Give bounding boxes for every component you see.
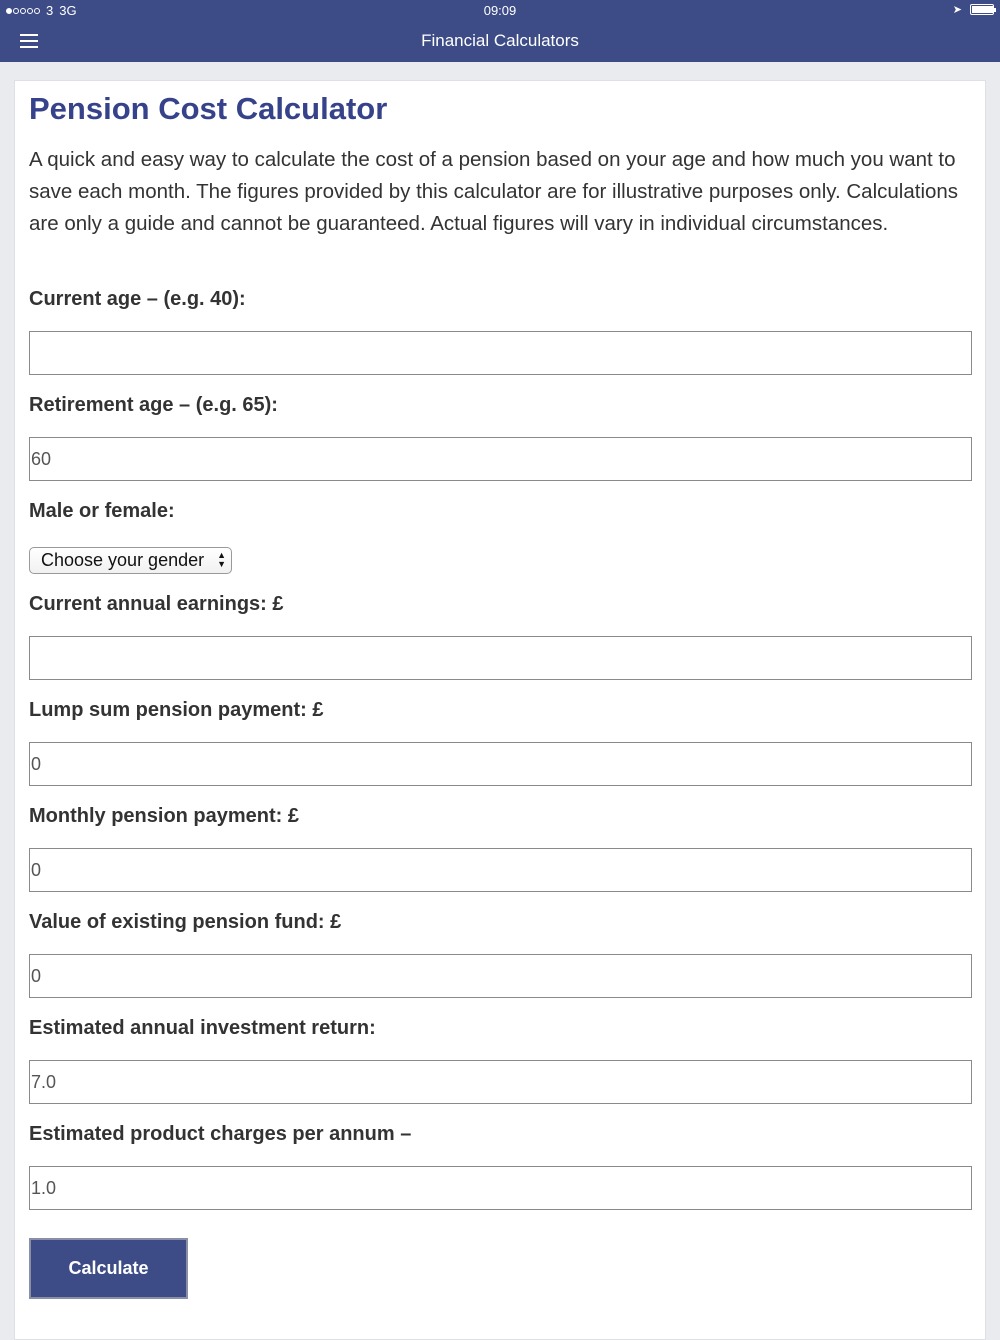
battery-icon <box>970 4 994 15</box>
gender-select-value: Choose your gender <box>41 550 205 570</box>
current-age-label: Current age – (e.g. 40): <box>29 288 246 310</box>
calculate-button[interactable]: Calculate <box>29 1238 188 1299</box>
current-age-input[interactable] <box>29 331 972 375</box>
lump-sum-label: Lump sum pension payment: £ <box>29 699 324 721</box>
network-type: 3G <box>59 3 77 18</box>
product-charges-input[interactable] <box>29 1166 972 1210</box>
annual-earnings-input[interactable] <box>29 636 972 680</box>
intro-text: A quick and easy way to calculate the cost of a pension based on your age and how much you want to save each month. The figures provided by this calculator are for illustrative purposes only. Calculations are only a guide and cannot be guaranteed. Actual figures will vary in individual circumstances. <box>29 148 959 235</box>
product-charges-label: Estimated product charges per annum – <box>29 1123 412 1145</box>
monthly-payment-label: Monthly pension payment: £ <box>29 805 300 827</box>
select-arrows-icon: ▲ ▼ <box>217 550 226 569</box>
calculator-card <box>14 80 986 1340</box>
carrier-name: 3 <box>46 3 54 18</box>
status-bar <box>0 0 1000 20</box>
status-time: 09:09 <box>483 3 517 18</box>
monthly-payment-input[interactable] <box>29 848 972 892</box>
investment-return-input[interactable] <box>29 1060 972 1104</box>
gender-select[interactable] <box>29 547 232 574</box>
gender-label: Male or female: <box>29 500 175 522</box>
existing-fund-input[interactable] <box>29 954 972 998</box>
status-right <box>953 3 994 16</box>
header-title: Financial Calculators <box>421 31 579 50</box>
location-arrow-icon: ➤ <box>952 4 962 16</box>
top-bar <box>0 0 1000 62</box>
investment-return-label: Estimated annual investment return: <box>29 1017 376 1039</box>
lump-sum-input[interactable] <box>29 742 972 786</box>
retirement-age-input[interactable] <box>29 437 972 481</box>
retirement-age-label: Retirement age – (e.g. 65): <box>29 394 278 416</box>
page-title: Pension Cost Calculator <box>29 91 388 126</box>
existing-fund-label: Value of existing pension fund: £ <box>29 911 342 933</box>
annual-earnings-label: Current annual earnings: £ <box>29 593 284 615</box>
